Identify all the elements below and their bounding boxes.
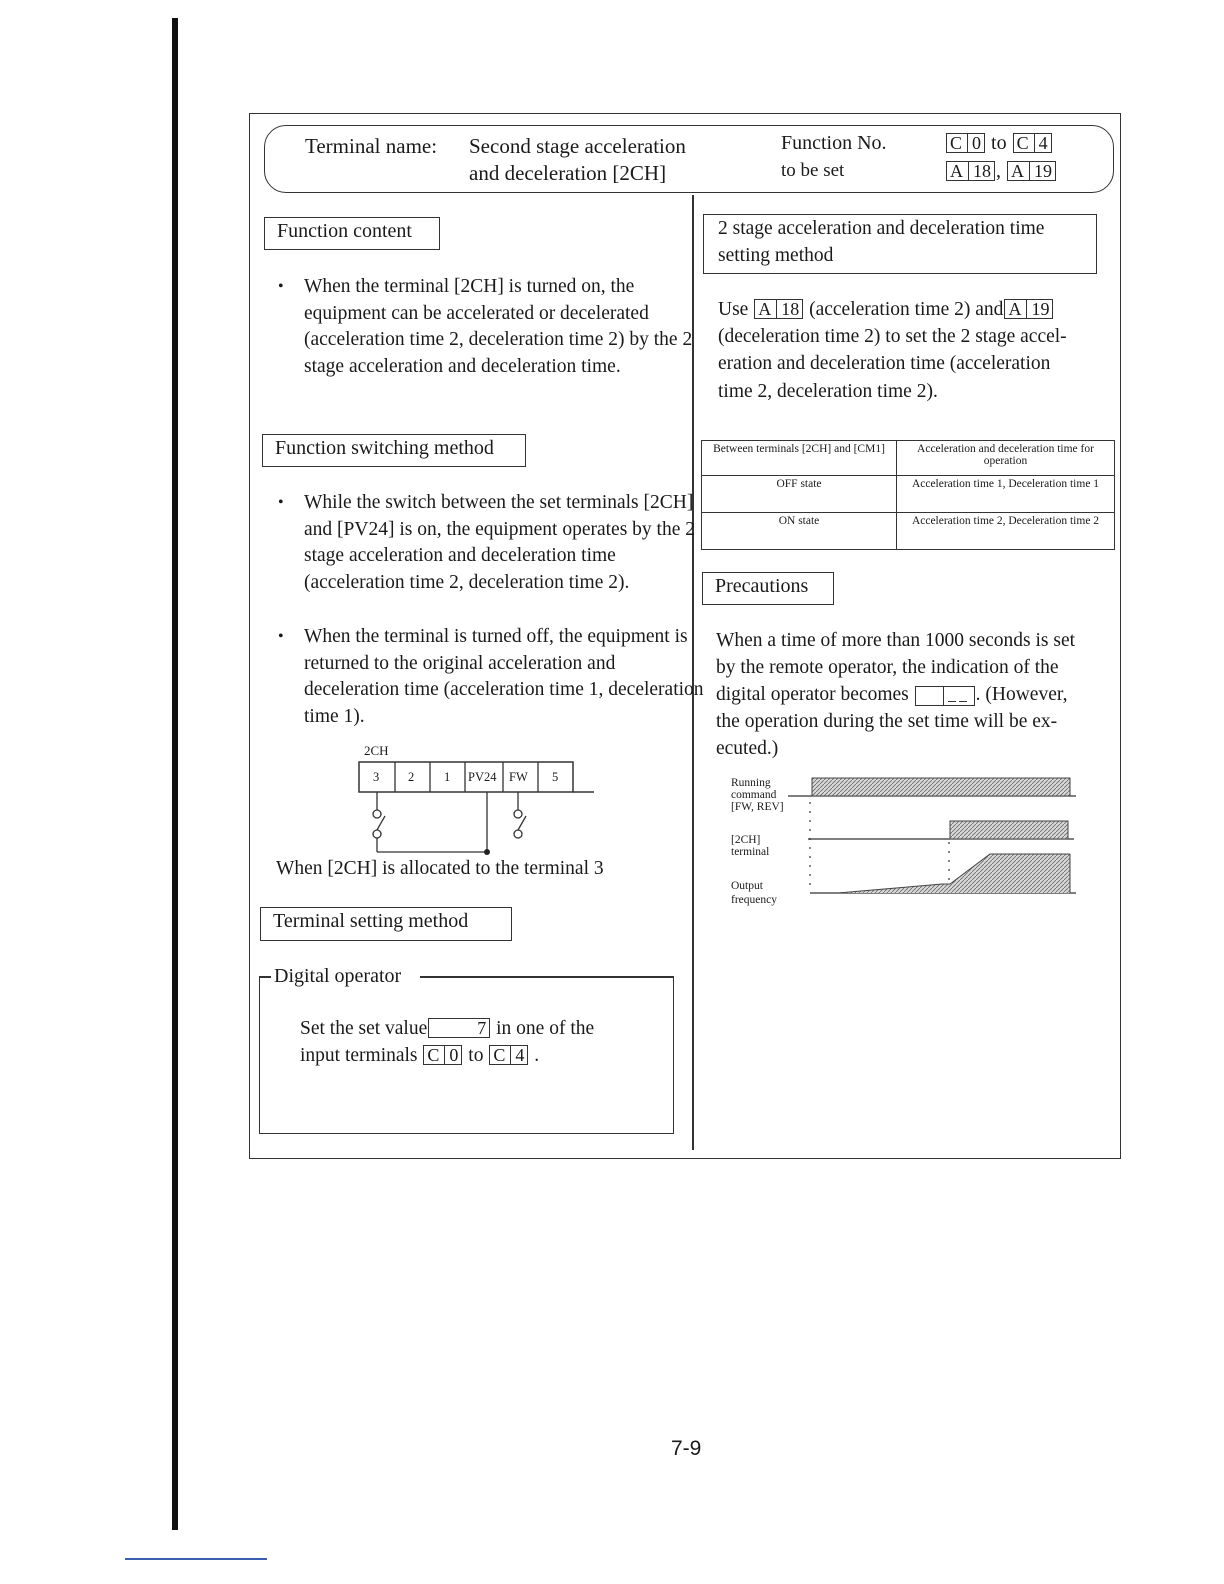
two-stage-line3: eration and deceleration time (acceleration — [718, 353, 1051, 374]
table-cell: Acceleration time 2, Deceleration time 2 — [897, 513, 1115, 550]
two-stage-heading-line2: setting method — [718, 245, 834, 266]
precautions-line1: When a time of more than 1000 seconds is set — [716, 630, 1076, 651]
terminal-name-label: Terminal name: — [305, 134, 438, 158]
signal-running-command: Running command [FW, REV] — [731, 777, 784, 813]
terminal-setting-heading: Terminal setting method — [260, 907, 512, 941]
group-border-right — [420, 976, 673, 978]
function-no-sublabel: to be set — [781, 160, 845, 181]
terminal-name-line2: and deceleration [2CH] — [469, 161, 667, 185]
function-switching-bullet1: • While the switch between the set terminals [2CH] and [PV24] is on, the equipment operates by the 2 stage acceleration and deceleration time (acceleration time 2, deceleration time 2). — [278, 490, 704, 596]
precautions-heading: Precautions — [702, 572, 834, 605]
terminal-3: 3 — [373, 770, 380, 784]
signal-2ch-terminal: [2CH] terminal — [731, 834, 770, 858]
set-value-line1: Set the set value 7 in one of the — [300, 1018, 595, 1039]
function-no-label: Function No. — [781, 132, 887, 154]
table-row — [702, 476, 1115, 513]
table-header-cell: Between terminals [2CH] and [CM1] — [702, 441, 897, 476]
page-number: 7-9 — [671, 1437, 702, 1460]
table-cell: OFF state — [702, 476, 897, 513]
terminal-strip-drawing — [358, 740, 598, 860]
terminal-name-line1: Second stage acceleration — [469, 134, 686, 158]
precautions-line5: ecuted.) — [716, 738, 779, 759]
footer-rule — [125, 1558, 267, 1560]
two-stage-line2: (deceleration time 2) to set the 2 stage accel- — [718, 326, 1067, 347]
two-stage-line1: Use A 18 (acceleration time 2) and A 19 — [718, 299, 1054, 321]
group-border-left — [259, 976, 271, 978]
terminal-diagram — [358, 740, 598, 860]
table-header-row — [702, 441, 1115, 476]
two-stage-heading — [703, 214, 1097, 274]
state-table — [701, 440, 1115, 550]
function-switching-bullet2: • When the terminal is turned off, the equipment is returned to the original acceleration and deceleration time (acceleration time 1, deceleration time 1). — [278, 624, 704, 730]
signal-output-frequency: Output frequency — [731, 880, 777, 906]
function-switching-heading: Function switching method — [262, 434, 526, 467]
precautions-line4: the operation during the set time will be ex- — [716, 711, 1058, 732]
terminal-diagram-caption: When [2CH] is allocated to the terminal 3 — [276, 858, 604, 879]
display-indicator — [915, 686, 975, 706]
binding-edge — [172, 18, 178, 1530]
function-content-heading: Function content — [264, 217, 440, 250]
two-stage-heading-line1: 2 stage acceleration and deceleration time — [718, 218, 1045, 239]
digital-operator-label: Digital operator — [274, 965, 402, 987]
terminal-2: 2 — [408, 770, 415, 784]
terminal-1: 1 — [444, 770, 451, 784]
precautions-line2: by the remote operator, the indication of the — [716, 657, 1059, 678]
table-header-cell: Acceleration and deceleration time for operation — [897, 441, 1115, 476]
table-row — [702, 513, 1115, 550]
function-content-text: • When the terminal [2CH] is turned on, the equipment can be accelerated or decelerated (acceleration time 2, deceleration time 2) by the 2 stage acceleration and deceleration time. — [278, 274, 708, 380]
terminal-header — [264, 125, 1114, 193]
table-cell: Acceleration time 1, Deceleration time 1 — [897, 476, 1115, 513]
precautions-line3: digital operator becomes . (However, — [716, 684, 1068, 705]
function-code-row2: A 18 , A 19 — [945, 160, 1057, 183]
terminal-pv24: PV24 — [468, 770, 497, 784]
terminal-5: 5 — [552, 770, 559, 784]
two-stage-line4: time 2, deceleration time 2). — [718, 381, 938, 402]
terminal-fw: FW — [509, 770, 528, 784]
terminal-2ch-label: 2CH — [364, 743, 389, 758]
table-cell: ON state — [702, 513, 897, 550]
function-code-row1: C 0 to C 4 — [945, 132, 1053, 155]
timing-diagram — [728, 772, 1088, 917]
set-value-line2: input terminals C 0 to C 4 . — [300, 1045, 540, 1066]
